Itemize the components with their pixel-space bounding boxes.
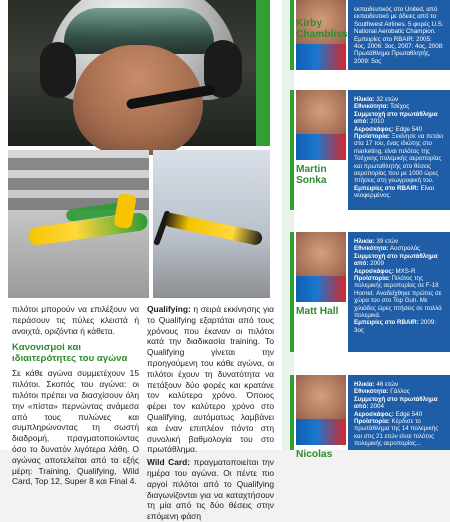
bio-field-background: Προϊστορία: Κέρδισε το πρωτάθλημα της 14 πολεμικής και στις 21 ετών είναι πιλότος πολεμικής αεροπορίας... (354, 418, 439, 448)
bio-field-debut: Συμμετοχή στο πρωτάθλημα από: 2004 (354, 395, 438, 411)
background-stripe (8, 178, 149, 190)
section-heading: Κανονισμοί και ιδιαιτερότητες του αγώνα (12, 342, 128, 365)
text-column-right (147, 304, 275, 522)
paragraph-qualifying (147, 304, 274, 455)
bio-field-debut: Συμμετοχή στο πρωτάθλημα από: 2010 (354, 110, 438, 126)
pilot-bio-card (296, 0, 450, 70)
bio-field-aircraft: Αεροσκάφος: Edge 540 (354, 125, 423, 133)
text-column-left (12, 304, 139, 487)
bio-field-age: Ηλικία: 46 ετών (354, 381, 399, 388)
helmet-earcup-left (40, 42, 76, 98)
plane-fuselage (163, 212, 264, 246)
background-stripe (8, 158, 149, 170)
bio-field-aircraft: Αεροσκάφος: Edge 540 (354, 410, 423, 418)
pilot-bio-text (348, 90, 450, 210)
paragraph-text: η σειρά εκκίνησης για το Qualifying εξαρτάται από τους χρόνους που έκαναν οι πιλότοι κατά την διαδικασία training. Το Qualifying γίνεται την προηγούμενη του κάθε αγώνα, οι πιλότοι έχουν τη δυνατότητα να πετάξουν δύο φορές και κρατάνε τον καλύτερο χρόνο. Όποιος φέρει τον καλύτερο χρόνο στο Qualifying, αυτόματως λαμβάνει και έναν επιπλέον πόντο στη συνολική βαθμολογία του στο πρωτάθλημα. (147, 304, 275, 455)
pilot-portrait (296, 375, 346, 445)
paragraph-lead: Wild Card: (147, 457, 191, 468)
bio-field-age: Ηλικία: 39 ετών (354, 238, 399, 245)
pilot-name: Kirby Chambliss (296, 18, 348, 40)
pilot-portrait (296, 232, 346, 302)
pilot-suit (296, 276, 346, 302)
paragraph-lead: Qualifying: (147, 304, 191, 314)
green-marker (290, 375, 294, 450)
pilot-suit (296, 419, 346, 445)
pilot-suit (296, 44, 346, 70)
pilot-name: Martin Sonka (296, 164, 327, 186)
paragraph: πιλότοι μπορούν να επιλέξουν να περάσουν τις πύλες κλειστά ή ανοιχτά, οριζόντια ή κάθετα. (12, 304, 139, 336)
plane-photo-1 (8, 150, 149, 298)
green-marker (290, 90, 294, 210)
pilot-bio-text (348, 0, 450, 70)
pilot-bio-text (348, 375, 450, 450)
pilot-bio-card (296, 375, 450, 460)
bio-field-aircraft: Αεροσκάφος: MXS-R (354, 267, 416, 275)
bio-snippet: εκπαιδευτικός στο United, από εκπαιδευτικό με άδειες από το Southwest Airlines. 5 φορές U.S. National Aerobatic Champion. Εμπειρίες στο RBAIR: 2005: 4ος, 2006: 3ος, 2007: 4ος, 2008: Πρωτάθλημα Πρωταθλητής, 2009: 5ος (354, 6, 444, 65)
bio-field-nationality: Εθνικότητα: Τσέχος (354, 103, 410, 111)
bio-field-age: Ηλικία: 32 ετών (354, 96, 399, 103)
photo-frame-accent (256, 0, 270, 146)
pilot-bio-card (296, 90, 450, 210)
bio-field-background: Προϊστορία: Πιλότος της πολεμικής αεροπορίας σε F-18 Hornet. Αναδείχθηκε πρώτος σε χώρα του στο Top Gun. Με χιλιάδες ώρες πτήσεις σε πολλά πολεμικά. (354, 275, 442, 320)
bio-field-debut: Συμμετοχή στο πρωτάθλημα από: 2009 (354, 252, 438, 268)
pilot-portrait (296, 90, 346, 160)
bio-field-nationality: Εθνικότητα: Γάλλος (354, 388, 410, 396)
pilot-name: Nicolas (296, 449, 333, 460)
green-marker (290, 232, 294, 352)
bio-field-rbair: Εμπειρίες στο RBAIR: 2009: 3ος (354, 319, 436, 334)
pilot-photo (8, 0, 270, 146)
bio-field-background: Προϊστορία: Ξεκίνησε να πετάει στα 17 του, ένας ιδιώτης στο marketing, είναι πιλότος της Τσέχικης πολεμικής αεροπορίας και πρωταθλητής στο θέσεις αεροπορίας που με 1000 ώρες πτήσεις στη γεωγραφική του. (354, 133, 444, 185)
pilot-bio-text (348, 232, 450, 352)
pilot-suit (296, 134, 346, 160)
paragraph-text: πραγματοποιείται την ημέρα του αγώνα. Οι πέντε πιο αργοί πιλότοι από το Qualifying διαγωνίζονται για να καταχτήσουν τη μία από τις δύο θέσεις στην επόμενη φάση (147, 457, 274, 522)
paragraph-wildcard (147, 457, 274, 522)
bio-field-nationality: Εθνικότητα: Αυστραλός (354, 245, 421, 253)
pilot-name: Matt Hall (296, 306, 339, 317)
pilot-bio-card (296, 232, 450, 352)
bio-field-rbair: Εμπειρίες στο RBAIR: Είναι νεοφερμένος. (354, 184, 434, 200)
paragraph: Σε κάθε αγώνα συμμετέχουν 15 πιλότοι. Σκοπός του αγώνα: οι πιλότοι πρέπει να διασχίσουν όλη την «πίστα» περνώντας ανάμεσα από τους πυλώνες και συμπληρώνοντας τη σωστή διαδρομή, πραγματοποιώντας όσο το δυνατόν λιγότερα λάθη. Ο αγώνας αποτελείται από τα εξής μέρη: Training, Qualifying, Wild Card, Top 12, Super 8 και Final 4. (12, 368, 139, 487)
plane-photo-2 (153, 150, 270, 298)
green-marker (290, 0, 294, 70)
